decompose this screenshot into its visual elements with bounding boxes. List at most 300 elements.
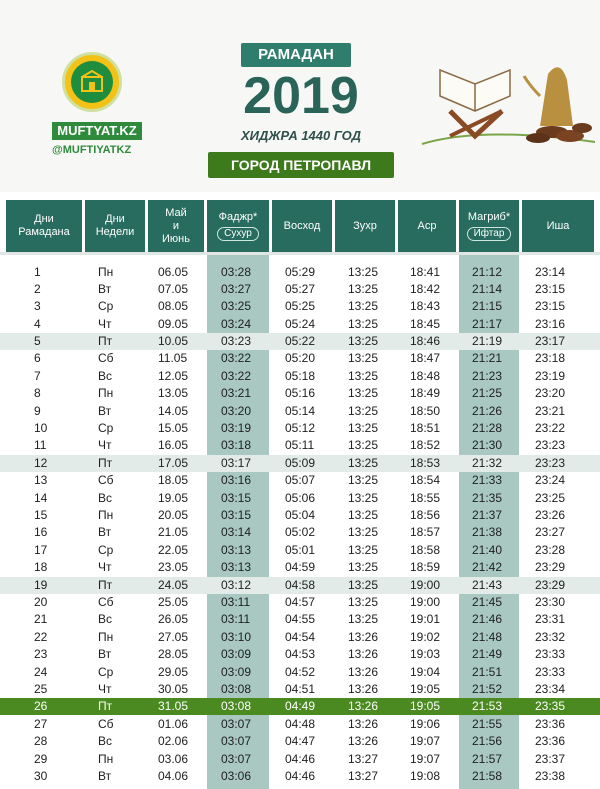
- fajr-time: 03:15: [221, 491, 252, 505]
- isha-time: 23:30: [535, 595, 566, 609]
- weekday: Чт: [98, 438, 112, 452]
- fajr-time: 03:07: [221, 717, 252, 731]
- day-ramadan: 28: [34, 734, 48, 748]
- day-ramadan: 27: [34, 717, 48, 731]
- day-ramadan: 11: [34, 438, 47, 452]
- isha-time: 23:29: [535, 578, 566, 592]
- zuhr-time: 13:25: [348, 491, 379, 505]
- table-row: [0, 733, 600, 750]
- column-header-fajr: [207, 200, 269, 252]
- table-row: [0, 507, 600, 524]
- sunrise-time: 05:04: [285, 508, 316, 522]
- weekday: Ср: [98, 665, 114, 679]
- table-row: [0, 646, 600, 663]
- day-ramadan: 7: [34, 369, 41, 383]
- date: 13.05: [158, 386, 189, 400]
- date: 06.05: [158, 265, 189, 279]
- sunrise-time: 04:49: [285, 699, 316, 713]
- day-ramadan: 13: [34, 473, 48, 487]
- sunrise-time: 04:46: [285, 769, 316, 783]
- fajr-time: 03:14: [221, 525, 252, 539]
- asr-time: 19:02: [410, 630, 441, 644]
- fajr-time: 03:16: [221, 473, 252, 487]
- isha-time: 23:38: [535, 769, 566, 783]
- asr-time: 19:07: [410, 752, 441, 766]
- maghrib-time: 21:37: [472, 508, 503, 522]
- sunrise-time: 04:53: [285, 647, 316, 661]
- asr-time: 18:42: [410, 282, 441, 296]
- fajr-time: 03:19: [221, 421, 252, 435]
- weekday: Сб: [98, 595, 114, 609]
- weekday: Пн: [98, 508, 114, 522]
- day-ramadan: 17: [34, 543, 48, 557]
- table-row: [0, 350, 600, 367]
- sunrise-time: 05:09: [285, 456, 316, 470]
- asr-time: 19:04: [410, 665, 441, 679]
- isha-time: 23:32: [535, 630, 566, 644]
- fajr-time: 03:24: [221, 317, 252, 331]
- isha-time: 23:23: [535, 438, 566, 452]
- maghrib-time: 21:28: [472, 421, 503, 435]
- weekday: Ср: [98, 299, 114, 313]
- zuhr-time: 13:25: [348, 369, 379, 383]
- maghrib-time: 21:26: [472, 404, 503, 418]
- date: 15.05: [158, 421, 189, 435]
- muftyat-logo: [62, 52, 122, 112]
- fajr-time: 03:25: [221, 299, 252, 313]
- weekday: Пн: [98, 386, 114, 400]
- zuhr-time: 13:25: [348, 612, 379, 626]
- zuhr-time: 13:26: [348, 717, 379, 731]
- city-label: ГОРОД ПЕТРОПАВЛ: [208, 152, 394, 178]
- column-header-days-ramadan: [6, 200, 82, 252]
- isha-time: 23:35: [535, 699, 566, 713]
- asr-time: 19:00: [410, 595, 441, 609]
- isha-time: 23:29: [535, 560, 566, 574]
- day-ramadan: 19: [34, 578, 48, 592]
- zuhr-time: 13:25: [348, 595, 379, 609]
- sunrise-time: 04:55: [285, 612, 316, 626]
- zuhr-time: 13:25: [348, 299, 379, 313]
- maghrib-time: 21:25: [472, 386, 503, 400]
- table-row: [0, 716, 600, 733]
- asr-time: 19:01: [410, 612, 441, 626]
- asr-time: 18:57: [410, 525, 441, 539]
- date: 29.05: [158, 665, 189, 679]
- weekday: Вс: [98, 612, 113, 626]
- date: 07.05: [158, 282, 189, 296]
- zuhr-time: 13:25: [348, 265, 379, 279]
- day-ramadan: 15: [34, 508, 48, 522]
- isha-time: 23:28: [535, 543, 566, 557]
- day-ramadan: 5: [34, 334, 41, 348]
- isha-time: 23:19: [535, 369, 566, 383]
- asr-time: 18:46: [410, 334, 441, 348]
- table-row: [0, 368, 600, 385]
- maghrib-time: 21:15: [472, 299, 503, 313]
- table-row: [0, 751, 600, 768]
- table-row: [0, 698, 600, 715]
- isha-time: 23:17: [535, 334, 566, 348]
- zuhr-time: 13:25: [348, 282, 379, 296]
- date: 02.06: [158, 734, 189, 748]
- sunrise-time: 05:01: [285, 543, 316, 557]
- isha-time: 23:36: [535, 734, 566, 748]
- logo-emblem-icon: [71, 61, 113, 103]
- sunrise-time: 05:29: [285, 265, 316, 279]
- table-row: [0, 768, 600, 785]
- date: 14.05: [158, 404, 189, 418]
- weekday: Вт: [98, 525, 112, 539]
- table-row: [0, 455, 600, 472]
- zuhr-time: 13:25: [348, 456, 379, 470]
- zuhr-time: 13:26: [348, 734, 379, 748]
- date: 17.05: [158, 456, 189, 470]
- table-row: [0, 490, 600, 507]
- fajr-time: 03:13: [221, 560, 252, 574]
- zuhr-time: 13:25: [348, 543, 379, 557]
- date: 08.05: [158, 299, 189, 313]
- isha-time: 23:34: [535, 682, 566, 696]
- table-row: [0, 629, 600, 646]
- weekday: Пт: [98, 456, 113, 470]
- maghrib-time: 21:49: [472, 647, 503, 661]
- maghrib-time: 21:38: [472, 525, 503, 539]
- day-ramadan: 22: [34, 630, 48, 644]
- fajr-time: 03:08: [221, 682, 252, 696]
- column-header-sunrise: Восход: [272, 200, 332, 252]
- day-ramadan: 6: [34, 351, 41, 365]
- asr-time: 18:45: [410, 317, 441, 331]
- sunrise-time: 05:25: [285, 299, 316, 313]
- fajr-time: 03:07: [221, 752, 252, 766]
- day-ramadan: 25: [34, 682, 48, 696]
- sunrise-time: 05:14: [285, 404, 316, 418]
- asr-time: 19:07: [410, 734, 441, 748]
- column-header-month-line3: Июнь: [162, 232, 190, 245]
- sunrise-time: 05:06: [285, 491, 316, 505]
- sunrise-time: 04:57: [285, 595, 316, 609]
- table-row: [0, 524, 600, 541]
- column-header-fajr-label: Фаджр*: [218, 211, 258, 223]
- asr-time: 18:50: [410, 404, 441, 418]
- date: 16.05: [158, 438, 189, 452]
- isha-time: 23:36: [535, 717, 566, 731]
- zuhr-time: 13:25: [348, 508, 379, 522]
- sunrise-time: 04:59: [285, 560, 316, 574]
- sunrise-time: 04:51: [285, 682, 316, 696]
- fajr-time: 03:11: [221, 612, 251, 626]
- zuhr-time: 13:25: [348, 438, 379, 452]
- sunrise-time: 05:22: [285, 334, 316, 348]
- site-name: MUFTYAT.KZ: [52, 122, 142, 140]
- table-row: [0, 333, 600, 350]
- isha-time: 23:33: [535, 665, 566, 679]
- date: 31.05: [158, 699, 189, 713]
- sunrise-time: 04:46: [285, 752, 316, 766]
- fajr-time: 03:17: [221, 456, 252, 470]
- sunrise-time: 05:27: [285, 282, 316, 296]
- day-ramadan: 10: [34, 421, 48, 435]
- weekday: Чт: [98, 560, 112, 574]
- fajr-time: 03:18: [221, 438, 252, 452]
- fajr-time: 03:07: [221, 734, 252, 748]
- zuhr-time: 13:25: [348, 334, 379, 348]
- asr-time: 18:54: [410, 473, 441, 487]
- zuhr-time: 13:25: [348, 386, 379, 400]
- date: 01.06: [158, 717, 189, 731]
- weekday: Вс: [98, 734, 113, 748]
- zuhr-time: 13:25: [348, 560, 379, 574]
- fajr-time: 03:12: [221, 578, 252, 592]
- day-ramadan: 1: [34, 265, 41, 279]
- table-row: [0, 298, 600, 315]
- table-row: [0, 437, 600, 454]
- maghrib-time: 21:57: [472, 752, 503, 766]
- zuhr-time: 13:26: [348, 682, 379, 696]
- table-row: [0, 420, 600, 437]
- isha-time: 23:25: [535, 491, 566, 505]
- maghrib-time: 21:45: [472, 595, 503, 609]
- date: 10.05: [158, 334, 189, 348]
- maghrib-time: 21:58: [472, 769, 503, 783]
- asr-time: 19:05: [410, 699, 441, 713]
- zuhr-time: 13:25: [348, 578, 379, 592]
- day-ramadan: 2: [34, 282, 41, 296]
- date: 22.05: [158, 543, 189, 557]
- table-row: [0, 664, 600, 681]
- column-header-month-line1: Май: [165, 206, 187, 219]
- maghrib-time: 21:42: [472, 560, 503, 574]
- isha-time: 23:18: [535, 351, 566, 365]
- fajr-time: 03:09: [221, 647, 252, 661]
- day-ramadan: 12: [34, 456, 48, 470]
- sunrise-time: 05:11: [285, 438, 315, 452]
- table-row: [0, 559, 600, 576]
- date: 09.05: [158, 317, 189, 331]
- weekday: Сб: [98, 351, 114, 365]
- table-row: [0, 542, 600, 559]
- column-header-month: [148, 200, 204, 252]
- day-ramadan: 18: [34, 560, 48, 574]
- sunrise-time: 05:16: [285, 386, 316, 400]
- date: 21.05: [158, 525, 189, 539]
- asr-time: 19:06: [410, 717, 441, 731]
- asr-time: 18:49: [410, 386, 441, 400]
- column-header-days-week-line1: Дни: [105, 213, 125, 225]
- weekday: Пт: [98, 334, 113, 348]
- asr-time: 18:51: [410, 421, 441, 435]
- asr-time: 19:08: [410, 769, 441, 783]
- table-row: [0, 577, 600, 594]
- date: 26.05: [158, 612, 189, 626]
- isha-time: 23:24: [535, 473, 566, 487]
- book-icon: [420, 56, 595, 151]
- sunrise-time: 05:07: [285, 473, 316, 487]
- date: 12.05: [158, 369, 189, 383]
- sunrise-time: 05:18: [285, 369, 316, 383]
- suhur-badge: Сухур: [217, 227, 259, 241]
- sunrise-time: 05:12: [285, 421, 316, 435]
- maghrib-time: 21:48: [472, 630, 503, 644]
- isha-time: 23:14: [535, 265, 566, 279]
- column-header-days-week: [85, 200, 145, 252]
- day-ramadan: 8: [34, 386, 41, 400]
- date: 04.06: [158, 769, 189, 783]
- column-header-isha: Иша: [522, 200, 594, 252]
- date: 18.05: [158, 473, 189, 487]
- column-header-maghrib: [459, 200, 519, 252]
- fajr-time: 03:15: [221, 508, 252, 522]
- maghrib-time: 21:43: [472, 578, 503, 592]
- sunrise-time: 05:02: [285, 525, 316, 539]
- table-row: [0, 316, 600, 333]
- day-ramadan: 9: [34, 404, 41, 418]
- column-header-month-line2: и: [172, 219, 180, 232]
- iftar-badge: Ифтар: [467, 227, 512, 241]
- isha-time: 23:15: [535, 282, 566, 296]
- date: 03.06: [158, 752, 189, 766]
- fajr-time: 03:22: [221, 351, 252, 365]
- zuhr-time: 13:27: [348, 769, 379, 783]
- weekday: Чт: [98, 682, 112, 696]
- date: 19.05: [158, 491, 189, 505]
- weekday: Пт: [98, 578, 113, 592]
- isha-time: 23:22: [535, 421, 566, 435]
- zuhr-time: 13:25: [348, 473, 379, 487]
- maghrib-time: 21:23: [472, 369, 503, 383]
- weekday: Вт: [98, 404, 112, 418]
- isha-time: 23:31: [535, 612, 566, 626]
- fajr-time: 03:11: [221, 595, 251, 609]
- weekday: Сб: [98, 473, 114, 487]
- fajr-time: 03:22: [221, 369, 252, 383]
- sunrise-time: 04:52: [285, 665, 316, 679]
- day-ramadan: 30: [34, 769, 48, 783]
- column-header-days-ramadan-line1: Дни: [34, 213, 54, 225]
- maghrib-time: 21:17: [472, 317, 503, 331]
- weekday: Ср: [98, 421, 114, 435]
- day-ramadan: 29: [34, 752, 48, 766]
- social-handle: @MUFTIYATKZ: [52, 144, 132, 156]
- maghrib-time: 21:30: [472, 438, 503, 452]
- maghrib-time: 21:12: [472, 265, 503, 279]
- table-row: [0, 472, 600, 489]
- column-header-maghrib-label: Магриб*: [467, 211, 511, 223]
- isha-time: 23:20: [535, 386, 566, 400]
- fajr-time: 03:20: [221, 404, 252, 418]
- column-header-days-ramadan-line2: Рамадана: [18, 226, 70, 238]
- maghrib-time: 21:33: [472, 473, 503, 487]
- maghrib-time: 21:21: [472, 351, 503, 365]
- asr-time: 18:41: [410, 265, 441, 279]
- fajr-time: 03:09: [221, 665, 252, 679]
- fajr-time: 03:21: [221, 386, 252, 400]
- zuhr-time: 13:26: [348, 699, 379, 713]
- table-row: [0, 403, 600, 420]
- maghrib-time: 21:46: [472, 612, 503, 626]
- zuhr-time: 13:25: [348, 317, 379, 331]
- zuhr-time: 13:26: [348, 630, 379, 644]
- sunrise-time: 05:20: [285, 351, 316, 365]
- maghrib-time: 21:35: [472, 491, 503, 505]
- isha-time: 23:23: [535, 456, 566, 470]
- day-ramadan: 23: [34, 647, 48, 661]
- maghrib-time: 21:51: [472, 665, 503, 679]
- date: 28.05: [158, 647, 189, 661]
- weekday: Вт: [98, 769, 112, 783]
- table-row: [0, 611, 600, 628]
- asr-time: 18:58: [410, 543, 441, 557]
- isha-time: 23:27: [535, 525, 566, 539]
- maghrib-time: 21:53: [472, 699, 503, 713]
- date: 23.05: [158, 560, 189, 574]
- column-header-asr: Аср: [398, 200, 456, 252]
- quran-and-dates-illustration: [420, 56, 595, 156]
- date: 11.05: [158, 351, 188, 365]
- zuhr-time: 13:26: [348, 647, 379, 661]
- zuhr-time: 13:26: [348, 665, 379, 679]
- maghrib-time: 21:19: [472, 334, 503, 348]
- weekday: Пн: [98, 752, 114, 766]
- table-row: [0, 681, 600, 698]
- year-title: 2019: [243, 67, 359, 125]
- asr-time: 18:43: [410, 299, 441, 313]
- maghrib-time: 21:14: [472, 282, 503, 296]
- asr-time: 19:03: [410, 647, 441, 661]
- weekday: Пт: [98, 699, 113, 713]
- day-ramadan: 20: [34, 595, 48, 609]
- day-ramadan: 16: [34, 525, 48, 539]
- zuhr-time: 13:25: [348, 351, 379, 365]
- sunrise-time: 04:47: [285, 734, 316, 748]
- zuhr-time: 13:27: [348, 752, 379, 766]
- weekday: Пн: [98, 630, 114, 644]
- date: 24.05: [158, 578, 189, 592]
- weekday: Сб: [98, 717, 114, 731]
- maghrib-time: 21:52: [472, 682, 503, 696]
- hijra-year: ХИДЖРА 1440 ГОД: [241, 128, 361, 143]
- weekday: Вс: [98, 369, 113, 383]
- column-header-days-week-line2: Недели: [95, 226, 135, 238]
- fajr-time: 03:08: [221, 699, 252, 713]
- fajr-time: 03:27: [221, 282, 252, 296]
- day-ramadan: 26: [34, 699, 48, 713]
- sunrise-time: 04:58: [285, 578, 316, 592]
- asr-time: 18:52: [410, 438, 441, 452]
- weekday: Пн: [98, 265, 114, 279]
- maghrib-time: 21:56: [472, 734, 503, 748]
- isha-time: 23:26: [535, 508, 566, 522]
- day-ramadan: 21: [34, 612, 48, 626]
- fajr-time: 03:06: [221, 769, 252, 783]
- date: 20.05: [158, 508, 189, 522]
- asr-time: 19:00: [410, 578, 441, 592]
- fajr-time: 03:23: [221, 334, 252, 348]
- maghrib-time: 21:40: [472, 543, 503, 557]
- weekday: Чт: [98, 317, 112, 331]
- sunrise-time: 05:24: [285, 317, 316, 331]
- weekday: Вс: [98, 491, 113, 505]
- sunrise-time: 04:48: [285, 717, 316, 731]
- date: 30.05: [158, 682, 189, 696]
- ramadan-label: РАМАДАН: [241, 43, 351, 67]
- date: 25.05: [158, 595, 189, 609]
- fajr-time: 03:10: [221, 630, 252, 644]
- sunrise-time: 04:54: [285, 630, 316, 644]
- day-ramadan: 24: [34, 665, 48, 679]
- fajr-time: 03:28: [221, 265, 252, 279]
